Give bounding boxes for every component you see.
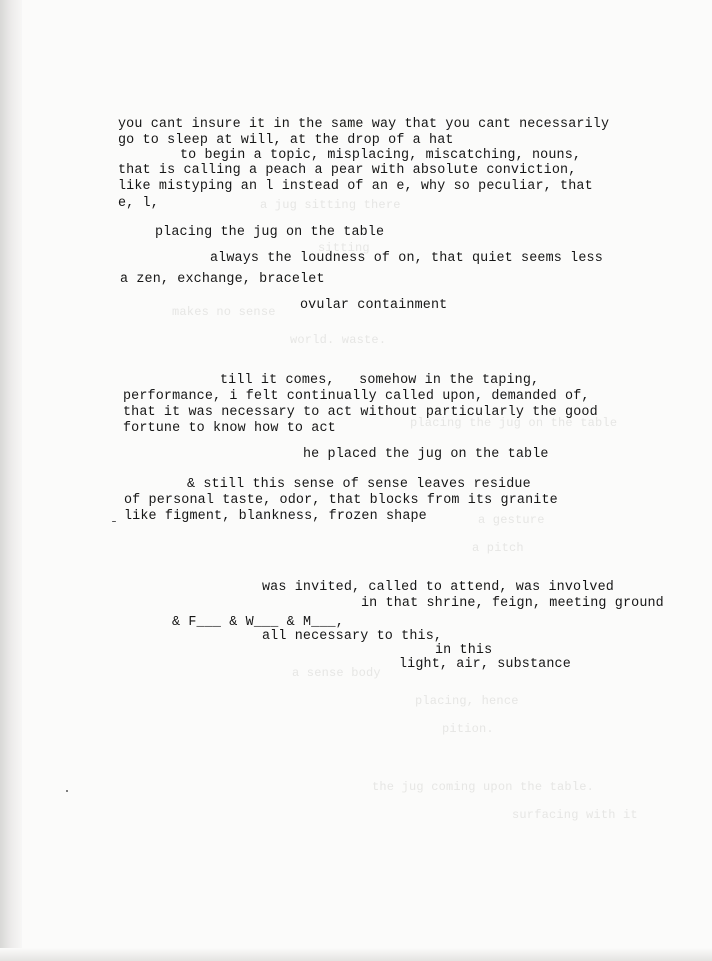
- poem-line: in this: [435, 643, 493, 658]
- poem-line: he placed the jug on the table: [303, 447, 549, 462]
- poem-line: a zen, exchange, bracelet: [120, 272, 325, 287]
- show-through-line: placing the jug on the table: [410, 416, 618, 430]
- paper-speck: [112, 521, 116, 522]
- poem-line: fortune to know how to act: [123, 421, 336, 436]
- poem-line: of personal taste, odor, that blocks from its granite: [124, 493, 558, 508]
- show-through-line: a gesture: [478, 513, 545, 527]
- poem-line: in that shrine, feign, meeting ground: [361, 596, 664, 611]
- poem-line: always the loudness of on, that quiet seems less: [210, 251, 603, 266]
- show-through-line: makes no sense: [172, 305, 276, 319]
- poem-line: like figment, blankness, frozen shape: [124, 509, 427, 524]
- poem-line: that is calling a peach a pear with absolute conviction,: [118, 163, 577, 178]
- page-binding-shadow: [0, 0, 22, 961]
- paper-speck: [66, 790, 68, 792]
- poem-line: ovular containment: [300, 298, 448, 313]
- show-through-line: a pitch: [472, 541, 524, 555]
- show-through-line: placing, hence: [415, 694, 519, 708]
- poem-line: & F___ & W___ & M___,: [172, 615, 344, 630]
- poem-line: e, l,: [118, 196, 159, 211]
- poem-line: like mistyping an l instead of an e, why so peculiar, that: [118, 179, 593, 194]
- page-bottom-edge: [0, 948, 712, 961]
- show-through-line: sitting: [318, 241, 370, 255]
- poem-line: was invited, called to attend, was involved: [262, 580, 614, 595]
- poem-line: performance, i felt continually called upon, demanded of,: [123, 389, 590, 404]
- poem-line: placing the jug on the table: [155, 225, 385, 240]
- poem-line: till it comes, somehow in the taping,: [220, 373, 540, 388]
- poem-line: you cant insure it in the same way that you cant necessarily: [118, 117, 610, 132]
- show-through-line: world. waste.: [290, 333, 387, 347]
- poem-line: & still this sense of sense leaves residue: [187, 477, 531, 492]
- show-through-line: a jug sitting there: [260, 198, 401, 212]
- poem-line: light, air, substance: [399, 657, 571, 672]
- show-through-line: surfacing with it: [512, 808, 638, 822]
- show-through-line: pition.: [442, 722, 494, 736]
- poem-line: to begin a topic, misplacing, miscatching, nouns,: [180, 148, 582, 163]
- poem-line: go to sleep at will, at the drop of a hat: [118, 133, 454, 148]
- show-through-line: the jug coming upon the table.: [372, 780, 595, 794]
- poem-line: all necessary to this,: [262, 629, 443, 644]
- poem-line: that it was necessary to act without particularly the good: [123, 405, 598, 420]
- show-through-line: a sense body: [292, 666, 381, 680]
